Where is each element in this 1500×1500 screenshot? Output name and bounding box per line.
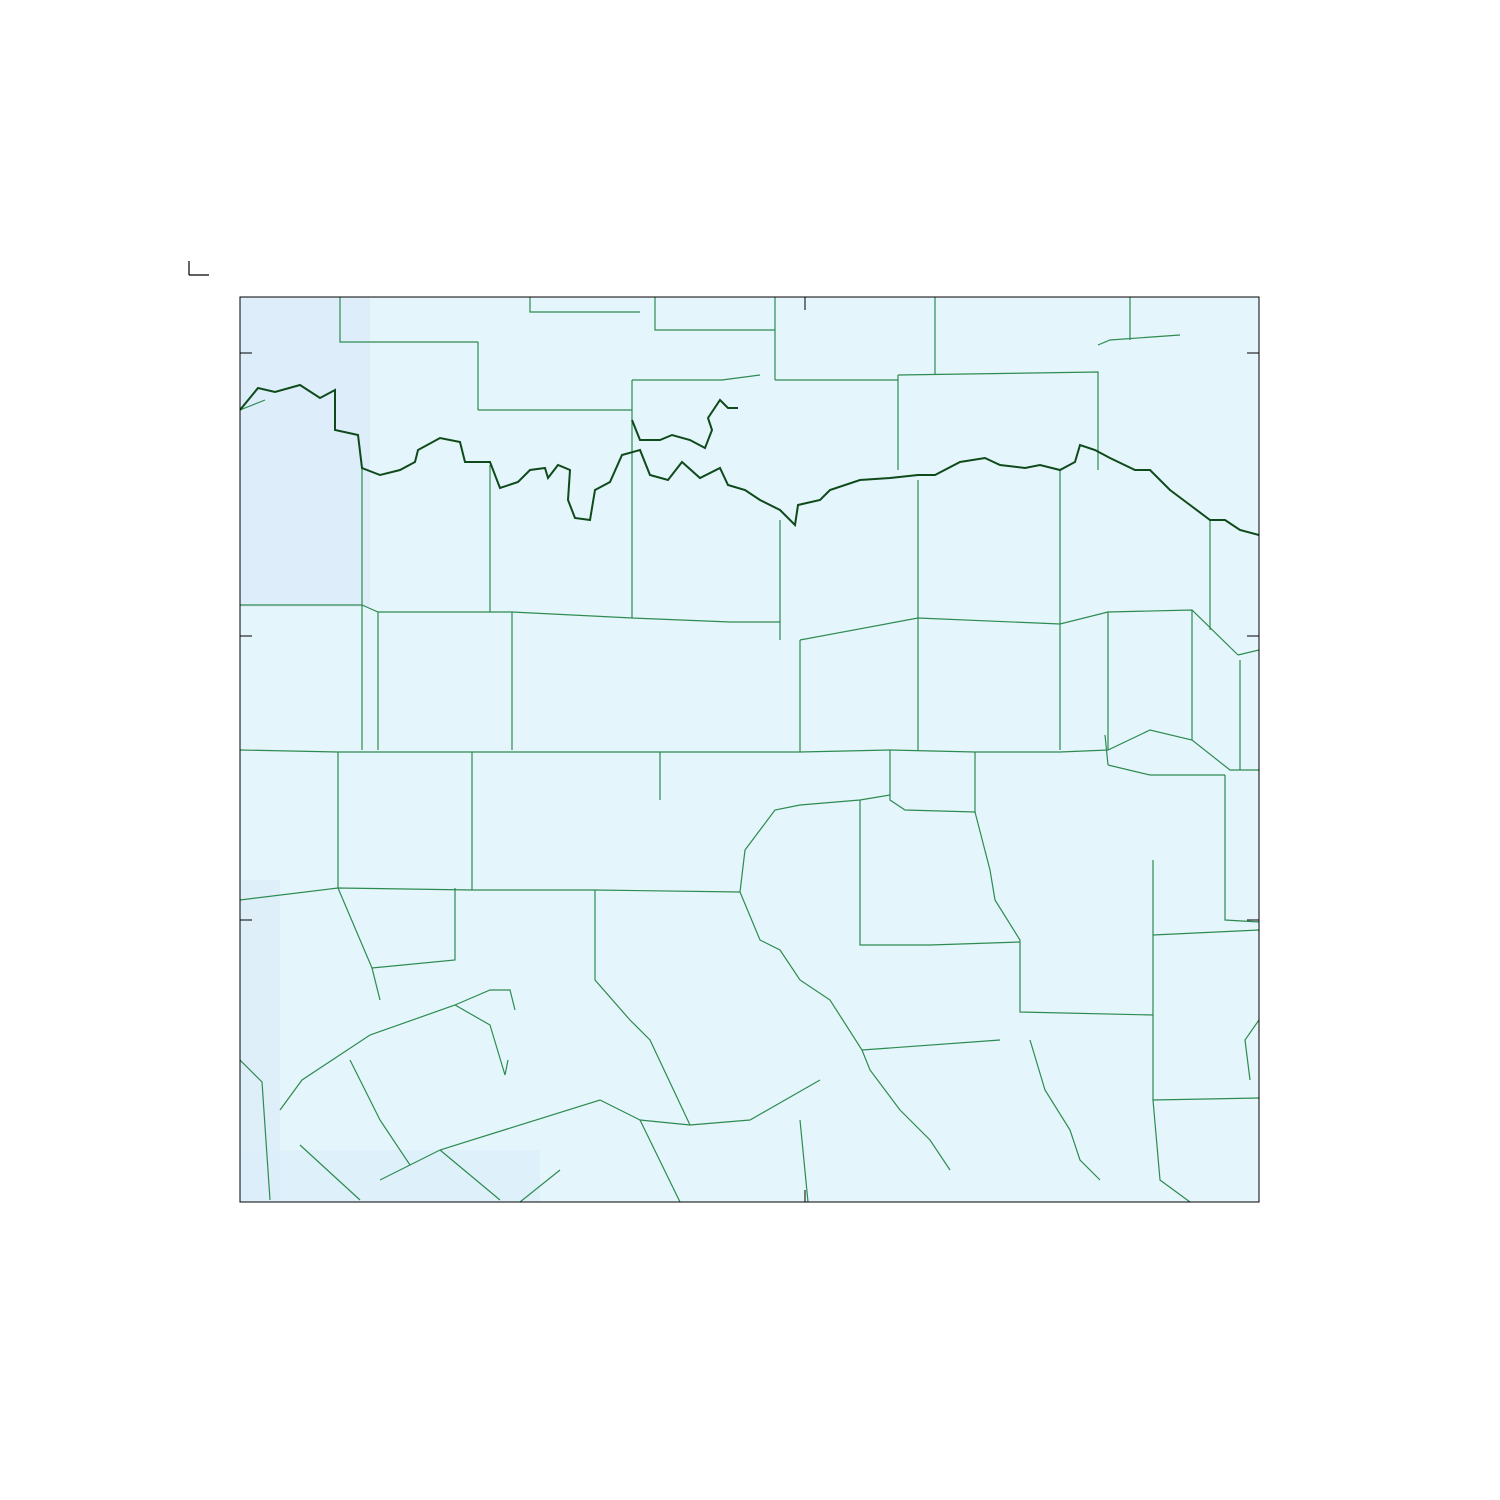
reference-vector-icon	[189, 261, 209, 275]
